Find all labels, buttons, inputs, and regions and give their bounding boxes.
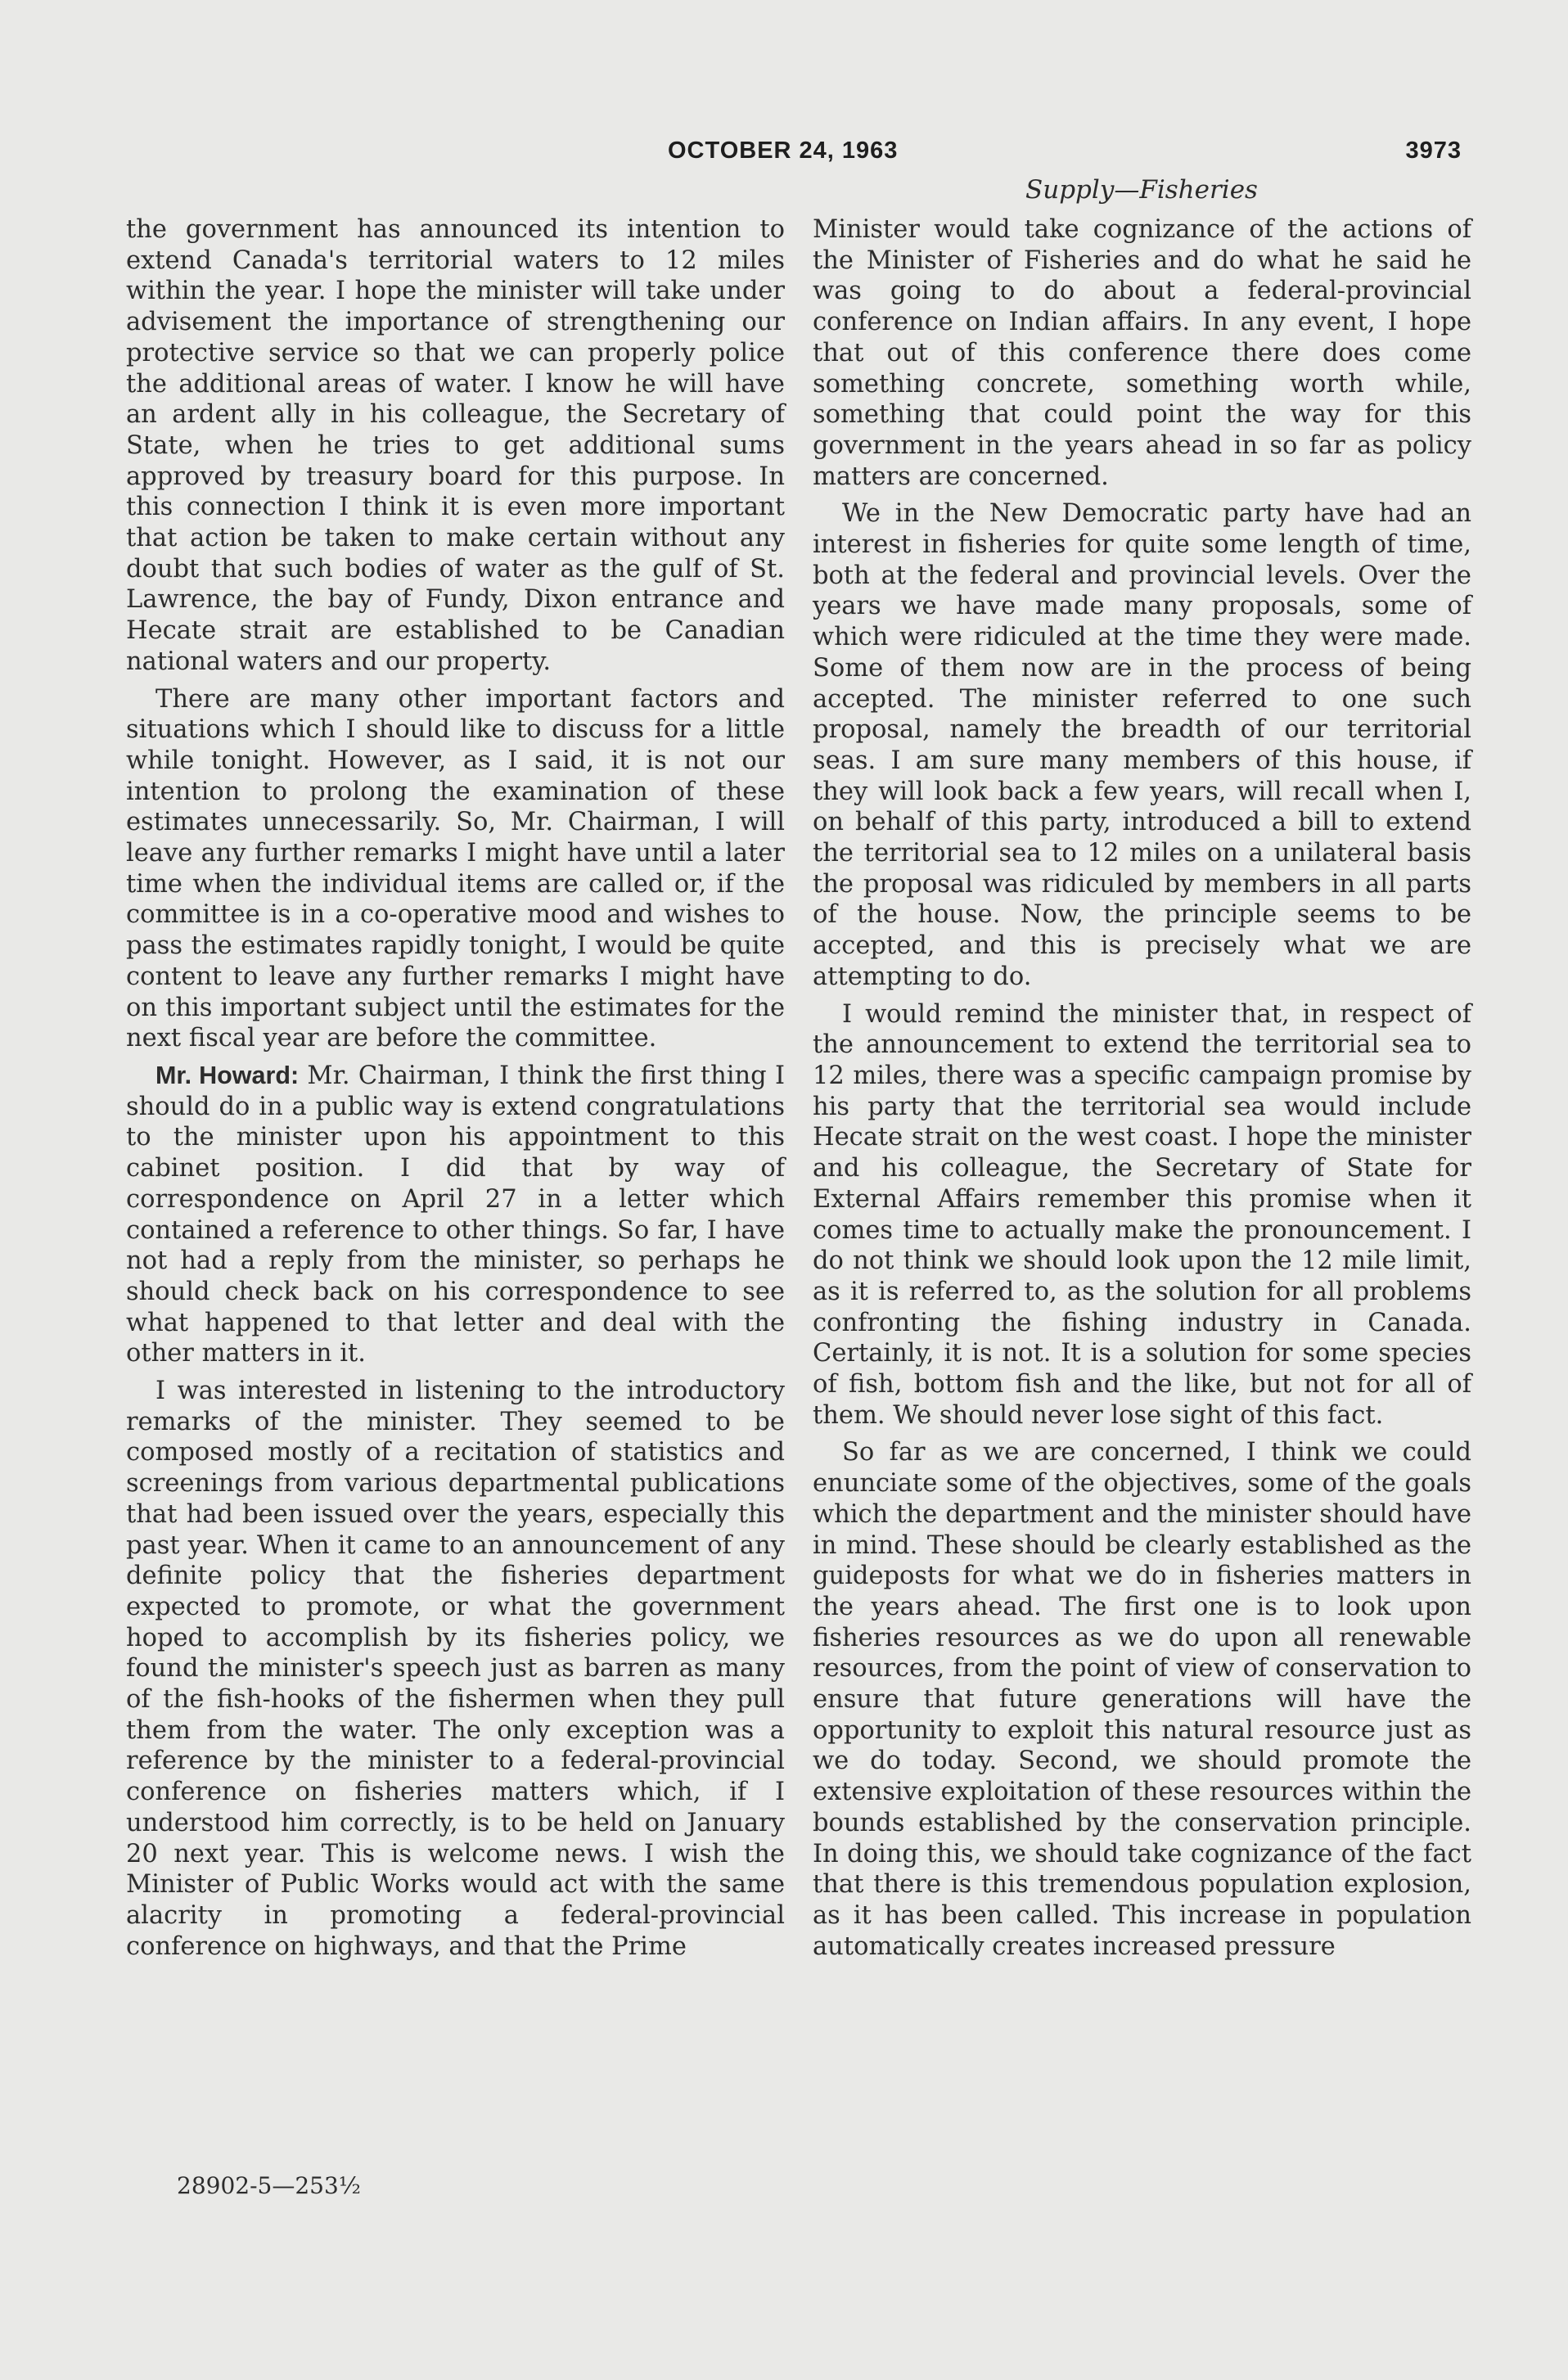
page-header (160, 137, 1462, 170)
right-column (813, 214, 1471, 1968)
speaker-name: Mr. Howard: (155, 1061, 300, 1089)
paragraph: We in the New Democratic party have had an interest in fisheries for quite some length of time, both at the federal and provincial levels. Over the years we have made many proposals, some of which were ridiculed at the time they were made. Some of them now are in the process of being accepted. The minister referred to one such proposal, namely the breadth of our territorial seas. I am sure many members of this house, if they will look back a few years, will recall when I, on behalf of this party, introduced a bill to extend the territorial sea to 12 miles on a unilateral basis the proposal was ridiculed by members in all parts of the house. Now, the principle seems to be accepted, and this is precisely what we are attempting to do. (813, 499, 1471, 991)
printer-code: 28902-5—253½ (177, 2172, 361, 2199)
paragraph: I was interested in listening to the introductory remarks of the minister. They seemed to be composed mostly of a recitation of statistics and screenings from various departmental publications that had been issued over the years, especially this past year. When it came to an announcement of any definite policy that the fisheries department expected to promote, or what the government hoped to accomplish by its fisheries policy, we found the minister's speech just as barren as many of the fish-hooks of the fishermen when they pull them from the water. The only exception was a reference by the minister to a federal-provincial conference on fisheries matters which, if I understood him correctly, is to be held on January 20 next year. This is welcome news. I wish the Minister of Public Works would act with the same alacrity in promoting a federal-provincial conference on highways, and that the Prime (126, 1377, 785, 1961)
paragraph (126, 1061, 785, 1369)
left-column (126, 214, 785, 1968)
paragraph: I would remind the minister that, in respect of the announcement to extend the territorial sea to 12 miles, there was a specific campaign promise by his party that the territorial sea would include Hecate strait on the west coast. I hope the minister and his colleague, the Secretary of State for External Affairs remember this promise when it comes time to actually make the pronouncement. I do not think we should look upon the 12 mile limit, as it is referred to, as the solution for all problems confronting the fishing industry in Canada. Certainly, it is not. It is a solution for some species of fish, bottom fish and the like, but not for all of them. We should never lose sight of this fact. (813, 999, 1471, 1430)
paragraph: Minister would take cognizance of the actions of the Minister of Fisheries and do what he said he was going to do about a federal-provincial conference on Indian affairs. In any event, I hope that out of this conference there does come something concrete, something worth while, something that could point the way for this government in the years ahead in so far as policy matters are concerned. (813, 215, 1471, 491)
paragraph: There are many other important factors and situations which I should like to discuss for a little while tonight. However, as I said, it is not our intention to prolong the examination of these estimates unnecessarily. So, Mr. Chairman, I will leave any further remarks I might have until a later time when the individual items are called or, if the committee is in a co-operative mood and wishes to pass the estimates rapidly tonight, I would be quite content to leave any further remarks I might have on this important subject until the estimates for the next fiscal year are before the committee. (126, 684, 785, 1053)
page-date: OCTOBER 24, 1963 (668, 137, 899, 164)
paragraph: So far as we are concerned, I think we could enunciate some of the objectives, some of the goals which the department and the minister should have in mind. These should be clearly established as the guideposts for what we do in fisheries matters in the years ahead. The first one is to look upon fisheries resources as we do upon all renewable resources, from the point of view of conservation to ensure that future generations will have the opportunity to exploit this natural resource just as we do today. Second, we should promote the extensive exploitation of these resources within the bounds established by the conservation principle. In doing this, we should take cognizance of the fact that there is this tremendous population explosion, as it has been called. This increase in population automatically creates increased pressure (813, 1438, 1471, 1961)
page-number: 3973 (1405, 137, 1462, 164)
paragraph: the government has announced its intention to extend Canada's territorial waters to 12 miles within the year. I hope the minister will take under advisement the importance of strengthening our protective service so that we can properly police the additional areas of water. I know he will have an ardent ally in his colleague, the Secretary of State, when he tries to get additional sums approved by treasury board for this purpose. In this connection I think it is even more important that action be taken to make certain without any doubt that such bodies of water as the gulf of St. Lawrence, the bay of Fundy, Dixon entrance and Hecate strait are established to be Canadian national waters and our property. (126, 215, 785, 676)
running-head: Supply—Fisheries (1025, 175, 1258, 205)
speech-text: Mr. Chairman, I think the first thing I should do in a public way is extend congratulations to the minister upon his appointment to this cabinet position. I did that by way of correspondence on April 27 in a letter which contained a reference to other things. So far, I have not had a reply from the minister, so perhaps he should check back on his correspondence to see what happened to that letter and deal with the other matters in it. (126, 1061, 785, 1368)
